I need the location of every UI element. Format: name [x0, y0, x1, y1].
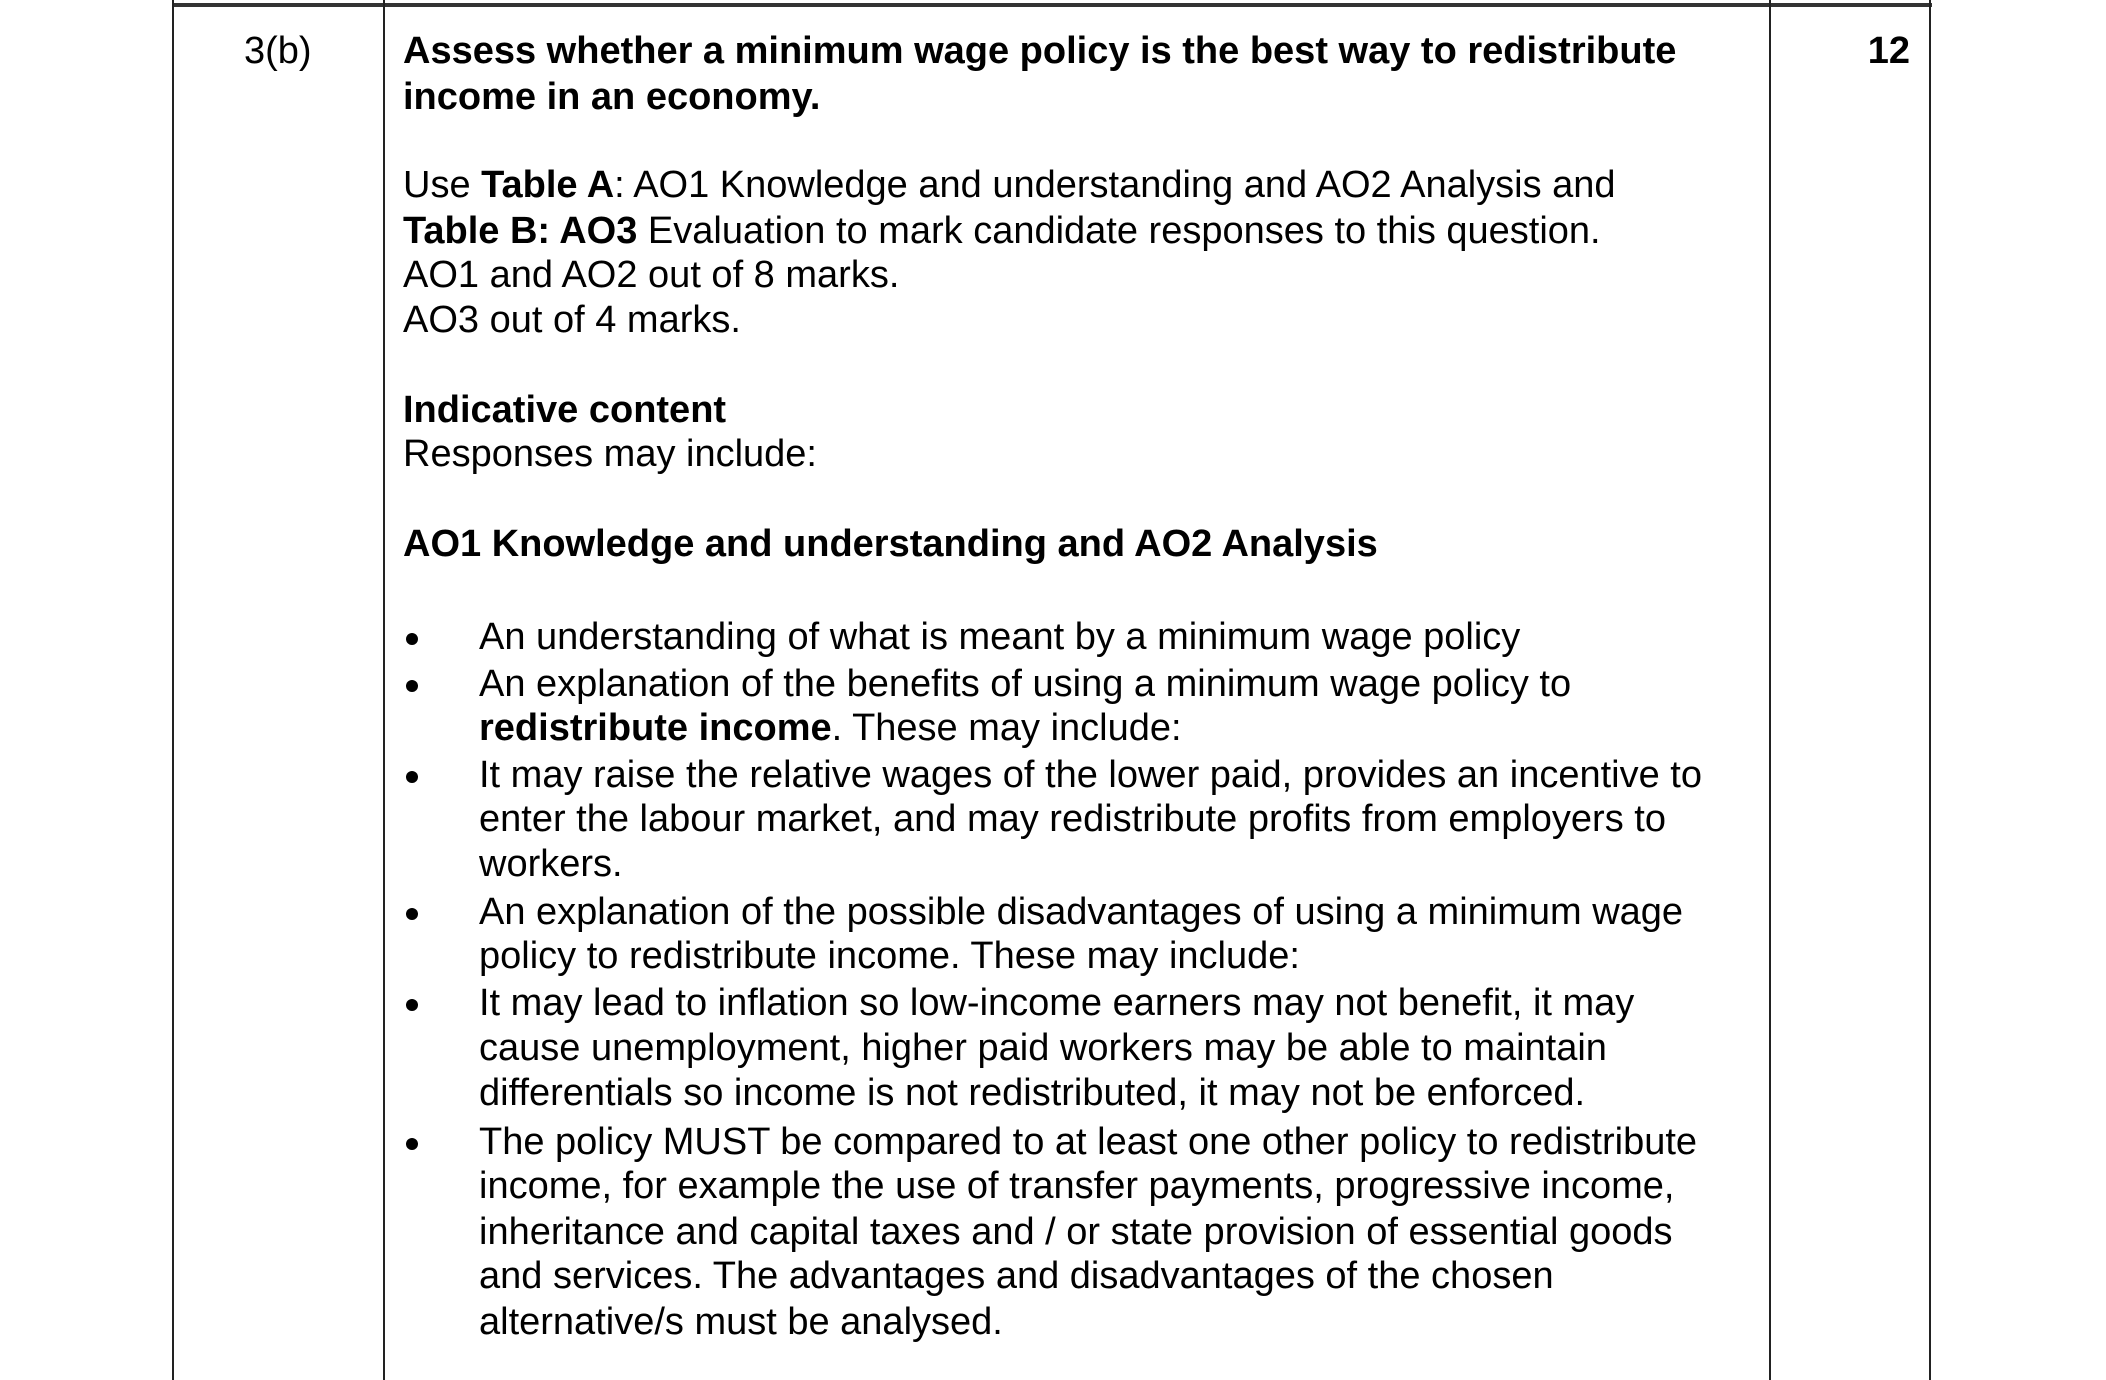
- text: An explanation of the benefits of using a minimum wage policy to: [479, 663, 1572, 705]
- table-right-border: [1929, 0, 1931, 1380]
- bullet-text-line: [479, 1164, 1674, 1208]
- text: differentials so income is not redistributed, it may not be enforced.: [479, 1072, 1586, 1114]
- text: and services. The advantages and disadvantages of the chosen: [479, 1255, 1554, 1297]
- text-line: [403, 388, 726, 432]
- text-line: [403, 209, 1601, 253]
- text-line: [403, 163, 1616, 207]
- bullet-text-line: [479, 1071, 1585, 1115]
- bold-text: AO1 Knowledge and understanding and AO2 Analysis: [403, 523, 1378, 565]
- bullet-icon: [406, 908, 418, 920]
- text: It may lead to inflation so low-income earners may not benefit, it may: [479, 982, 1635, 1024]
- bullet-text-line: [479, 1026, 1607, 1070]
- text: alternative/s must be analysed.: [479, 1301, 1003, 1343]
- bullet-text-line: [479, 662, 1571, 706]
- bold-text: income in an economy.: [403, 76, 821, 118]
- text: Responses may include:: [403, 433, 817, 475]
- text-line: [403, 298, 741, 342]
- bullet-icon: [406, 633, 418, 645]
- bullet-text-line: [479, 1300, 1003, 1344]
- text: Use: [403, 164, 482, 206]
- text: AO1 and AO2 out of 8 marks.: [403, 254, 900, 296]
- text: An explanation of the possible disadvantages of using a minimum wage: [479, 891, 1684, 933]
- table-left-border: [172, 0, 174, 1380]
- bullet-text-line: [479, 1120, 1697, 1164]
- bullet-icon: [406, 680, 418, 692]
- question-title-line: [403, 29, 1676, 73]
- text-line: [403, 522, 1378, 566]
- text: income, for example the use of transfer payments, progressive income,: [479, 1165, 1675, 1207]
- bullet-text-line: [479, 753, 1702, 797]
- table-top-border: [173, 3, 1932, 7]
- bullet-icon: [406, 999, 418, 1011]
- text: inheritance and capital taxes and / or state provision of essential goods: [479, 1211, 1673, 1253]
- bold-text: Assess whether a minimum wage policy is the best way to redistribute: [403, 30, 1677, 72]
- bullet-text-line: [479, 706, 1182, 750]
- bold-text: Table B: AO3: [403, 210, 638, 252]
- text: AO3 out of 4 marks.: [403, 299, 741, 341]
- bullet-text-line: [479, 890, 1683, 934]
- question-marks: 12: [1867, 30, 1910, 72]
- bullet-text-line: [479, 1254, 1554, 1298]
- column-divider-marks: [1769, 0, 1771, 1380]
- question-number: 3(b): [244, 30, 312, 72]
- bullet-icon: [406, 1138, 418, 1150]
- column-divider-question: [383, 0, 385, 1380]
- bullet-text-line: [479, 981, 1634, 1025]
- text: An understanding of what is meant by a minimum wage policy: [479, 616, 1521, 658]
- bold-text: redistribute income: [479, 707, 832, 749]
- text: . These may include:: [831, 707, 1182, 749]
- text: policy to redistribute income. These may include:: [479, 935, 1300, 977]
- bullet-text-line: [479, 615, 1520, 659]
- text: enter the labour market, and may redistribute profits from employers to: [479, 798, 1666, 840]
- bullet-text-line: [479, 842, 623, 886]
- bold-text: Table A: [481, 164, 615, 206]
- text: workers.: [479, 843, 623, 885]
- text: Evaluation to mark candidate responses to this question.: [637, 210, 1601, 252]
- text: cause unemployment, higher paid workers may be able to maintain: [479, 1027, 1607, 1069]
- bullet-text-line: [479, 797, 1666, 841]
- text-line: [403, 253, 899, 297]
- question-title-line: [403, 75, 820, 119]
- text: The policy MUST be compared to at least one other policy to redistribute: [479, 1121, 1698, 1163]
- text-line: [403, 432, 817, 476]
- bold-text: Indicative content: [403, 389, 727, 431]
- bullet-icon: [406, 771, 418, 783]
- bullet-text-line: [479, 934, 1300, 978]
- bullet-text-line: [479, 1210, 1673, 1254]
- text: It may raise the relative wages of the lower paid, provides an incentive to: [479, 754, 1702, 796]
- text: : AO1 Knowledge and understanding and AO2 Analysis and: [614, 164, 1616, 206]
